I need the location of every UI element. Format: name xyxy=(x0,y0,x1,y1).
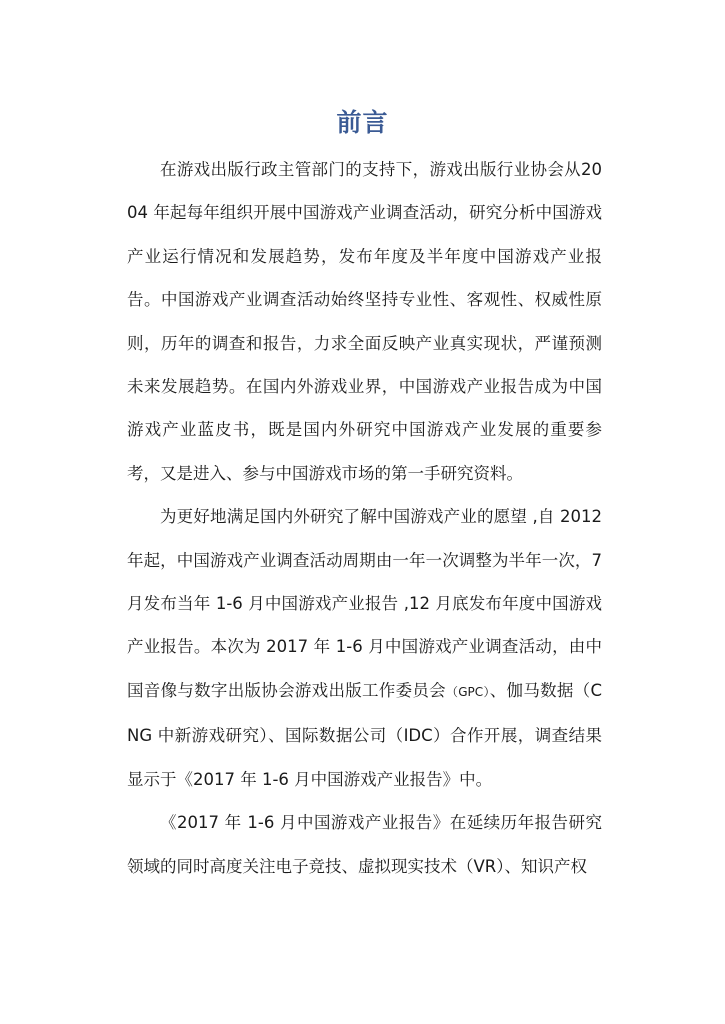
paragraph-2 xyxy=(127,495,602,801)
paragraph-2-part-c: 、伽马数据（CNG 中新游戏研究）、国际数据公司（IDC）合作开展，调查结果显示于《2017 年 1-6 月中国游戏产业报告》中。 xyxy=(127,680,602,789)
document-title: 前言 xyxy=(336,108,389,137)
paragraph-2-gpc: （GPC） xyxy=(445,684,490,699)
paragraph-2-part-a: 为更好地满足国内外研究了解中国游戏产业的愿望 ,自 2012 年起，中国游戏产业调查活动周期由一年一次调整为半年一次，7 月发布当年 1-6 月中国游戏产业报告 ,12 月底发布年度中国游戏产业报告。本次为 2017 年 1-6 月中国游戏产业调查活动，由中国音像与数字出版协会游戏出版工作委员会 xyxy=(127,507,602,700)
paragraph-3: 《2017 年 1-6 月中国游戏产业报告》在延续历年报告研究领域的同时高度关注电子竞技、虚拟现实技术（VR）、知识产权 xyxy=(127,813,602,876)
document-body xyxy=(127,148,602,888)
paragraph-1: 在游戏出版行政主管部门的支持下，游戏出版行业协会从2004 年起每年组织开展中国游戏产业调查活动，研究分析中国游戏产业运行情况和发展趋势，发布年度及半年度中国游戏产业报告。中国游戏产业调查活动始终坚持专业性、客观性、权威性原则，历年的调查和报告，力求全面反映产业真实现状，严谨预测未来发展趋势。在国内外游戏业界，中国游戏产业报告成为中国游戏产业蓝皮书，既是国内外研究中国游戏产业发展的重要参考，又是进入、参与中国游戏市场的第一手研究资料。 xyxy=(127,160,602,483)
